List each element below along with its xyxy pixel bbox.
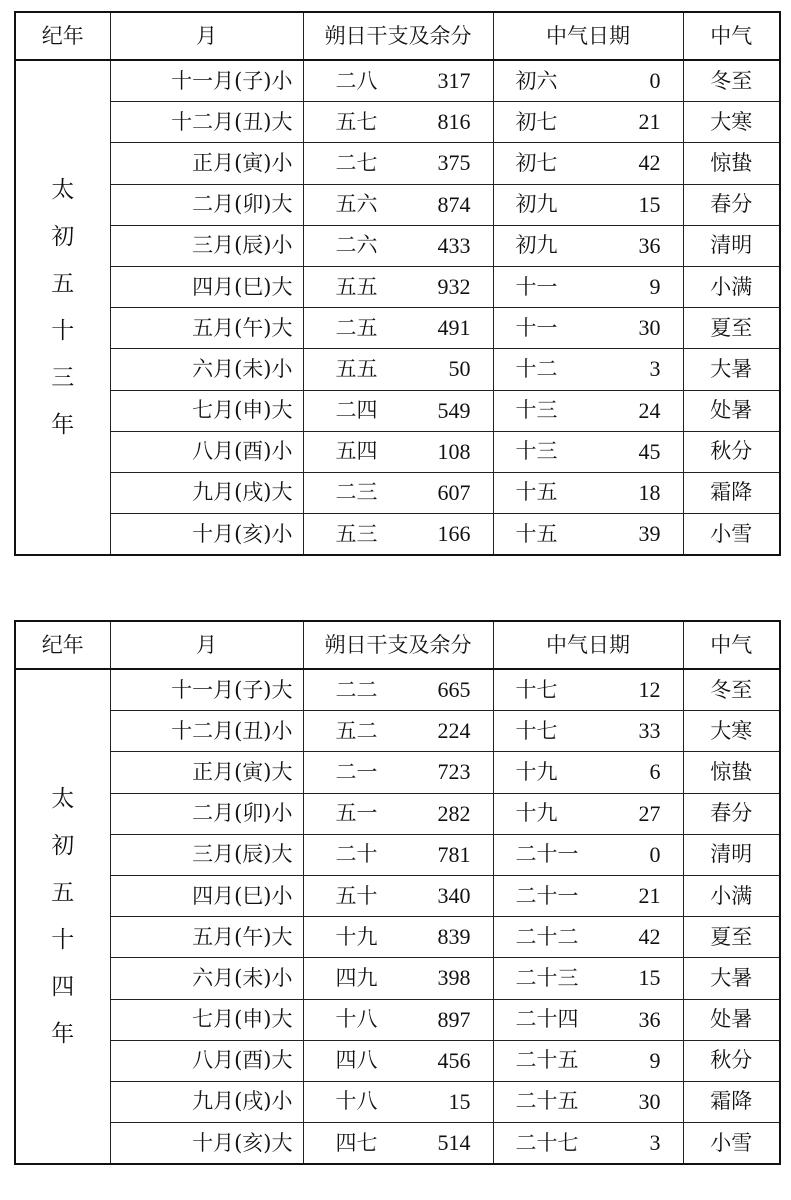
zhongqi-remainder: 15 [638,191,661,217]
zhongqi-cell: 秋分 [683,431,780,472]
table-row [15,349,780,390]
new-moon-ganzhi: 二二 [335,677,378,702]
zhongqi-cell: 惊蛰 [683,752,780,793]
new-moon-cell [303,669,493,711]
new-moon-cell [303,1081,493,1122]
table-row [15,999,780,1040]
remainder-fraction: 224 [437,718,471,744]
zhongqi-date-cell [493,1081,683,1122]
remainder-fraction: 50 [448,356,471,382]
zhongqi-remainder: 0 [649,841,661,867]
new-moon-cell [303,752,493,793]
zhongqi-day: 十三 [515,439,558,464]
zhongqi-day: 初九 [515,233,558,258]
zhongqi-day: 二十二 [515,924,579,949]
header-zhongqi: 中气 [683,12,780,60]
remainder-fraction: 665 [437,677,471,703]
era-year-char: 十 [51,317,75,344]
table-row [15,266,780,307]
era-year-cell [15,669,110,1164]
zhongqi-cell: 春分 [683,793,780,834]
zhongqi-cell: 夏至 [683,308,780,349]
zhongqi-remainder: 42 [638,150,661,176]
new-moon-ganzhi: 二四 [335,398,378,423]
remainder-fraction: 874 [437,191,471,217]
calendar-table-year-53 [14,11,781,556]
new-moon-ganzhi: 二一 [335,759,378,784]
new-moon-cell [303,431,493,472]
zhongqi-cell: 夏至 [683,917,780,958]
new-moon-ganzhi: 二五 [335,315,378,340]
zhongqi-cell: 小雪 [683,514,780,556]
table-row [15,875,780,916]
table-row [15,752,780,793]
remainder-fraction: 839 [437,924,471,950]
table-row [15,225,780,266]
zhongqi-cell: 冬至 [683,669,780,711]
remainder-fraction: 340 [437,883,471,909]
header-month: 月 [110,621,303,669]
zhongqi-remainder: 33 [638,718,661,744]
table-header-row [15,12,780,60]
zhongqi-remainder: 15 [638,965,661,991]
new-moon-ganzhi: 五十 [335,883,378,908]
zhongqi-day: 二十五 [515,1048,579,1073]
table-row [15,102,780,143]
zhongqi-cell: 小雪 [683,1123,780,1165]
zhongqi-day: 二十七 [515,1130,579,1155]
calendar-table-year-54 [14,620,781,1165]
zhongqi-date-cell [493,349,683,390]
zhongqi-day: 十二 [515,356,558,381]
new-moon-cell [303,308,493,349]
remainder-fraction: 317 [437,68,471,94]
month-cell: 十二月(丑)小 [110,711,303,752]
zhongqi-day: 二十五 [515,1089,579,1114]
table-body [15,60,780,555]
zhongqi-remainder: 9 [649,1047,661,1073]
month-cell: 六月(未)小 [110,349,303,390]
zhongqi-cell: 处暑 [683,390,780,431]
new-moon-cell [303,102,493,143]
remainder-fraction: 282 [437,800,471,826]
era-year-char: 五 [51,879,75,906]
remainder-fraction: 433 [437,232,471,258]
month-cell: 十二月(丑)大 [110,102,303,143]
zhongqi-date-cell [493,143,683,184]
table-row [15,1081,780,1122]
zhongqi-remainder: 21 [638,883,661,909]
remainder-fraction: 816 [437,109,471,135]
zhongqi-remainder: 3 [649,356,661,382]
zhongqi-cell: 大寒 [683,711,780,752]
zhongqi-remainder: 18 [638,479,661,505]
header-zhongqi-date: 中气日期 [493,12,683,60]
remainder-fraction: 897 [437,1006,471,1032]
new-moon-ganzhi: 五二 [335,718,378,743]
new-moon-cell [303,1040,493,1081]
month-cell: 六月(未)小 [110,958,303,999]
new-moon-cell [303,1123,493,1165]
table-row [15,390,780,431]
month-cell: 二月(卯)大 [110,184,303,225]
era-year-char: 太 [51,176,75,203]
zhongqi-cell: 清明 [683,225,780,266]
era-year-char: 十 [51,926,75,953]
zhongqi-date-cell [493,1123,683,1165]
new-moon-ganzhi: 二三 [335,480,378,505]
zhongqi-date-cell [493,266,683,307]
new-moon-cell [303,349,493,390]
new-moon-ganzhi: 十八 [335,1089,378,1114]
new-moon-cell [303,266,493,307]
zhongqi-cell: 小满 [683,266,780,307]
new-moon-ganzhi: 十八 [335,1007,378,1032]
new-moon-cell [303,999,493,1040]
zhongqi-day: 十一 [515,315,558,340]
new-moon-cell [303,793,493,834]
zhongqi-remainder: 0 [649,68,661,94]
zhongqi-date-cell [493,917,683,958]
table-row [15,958,780,999]
zhongqi-remainder: 9 [649,274,661,300]
remainder-fraction: 549 [437,397,471,423]
zhongqi-date-cell [493,711,683,752]
month-cell: 八月(酉)大 [110,1040,303,1081]
table-row [15,711,780,752]
new-moon-ganzhi: 五五 [335,356,378,381]
new-moon-cell [303,917,493,958]
month-cell: 五月(午)大 [110,308,303,349]
new-moon-ganzhi: 二七 [335,150,378,175]
new-moon-cell [303,60,493,102]
month-cell: 十一月(子)小 [110,60,303,102]
zhongqi-remainder: 45 [638,438,661,464]
new-moon-ganzhi: 二十 [335,842,378,867]
month-cell: 九月(戌)大 [110,472,303,513]
zhongqi-cell: 清明 [683,834,780,875]
zhongqi-day: 十五 [515,521,558,546]
new-moon-cell [303,958,493,999]
table-row [15,60,780,102]
era-year-char: 初 [51,223,75,250]
zhongqi-remainder: 39 [638,521,661,547]
zhongqi-day: 十七 [515,677,558,702]
zhongqi-cell: 大暑 [683,958,780,999]
zhongqi-remainder: 21 [638,109,661,135]
remainder-fraction: 932 [437,274,471,300]
zhongqi-day: 二十三 [515,965,579,990]
zhongqi-date-cell [493,390,683,431]
zhongqi-date-cell [493,834,683,875]
month-cell: 十月(亥)大 [110,1123,303,1165]
remainder-fraction: 723 [437,759,471,785]
zhongqi-day: 二十一 [515,883,579,908]
zhongqi-day: 十三 [515,398,558,423]
new-moon-cell [303,711,493,752]
header-era-year: 纪年 [15,621,110,669]
era-year-char: 年 [51,1020,75,1047]
month-cell: 九月(戌)小 [110,1081,303,1122]
era-year-char: 年 [51,411,75,438]
new-moon-cell [303,875,493,916]
new-moon-cell [303,143,493,184]
new-moon-cell [303,390,493,431]
new-moon-ganzhi: 二六 [335,233,378,258]
new-moon-ganzhi: 五六 [335,192,378,217]
new-moon-ganzhi: 五五 [335,274,378,299]
month-cell: 四月(巳)大 [110,266,303,307]
table-row [15,1040,780,1081]
header-era-year: 纪年 [15,12,110,60]
table-row [15,793,780,834]
table-body [15,669,780,1164]
zhongqi-cell: 惊蛰 [683,143,780,184]
era-year-char: 五 [51,270,75,297]
zhongqi-date-cell [493,225,683,266]
zhongqi-cell: 大寒 [683,102,780,143]
table-row [15,834,780,875]
new-moon-cell [303,834,493,875]
zhongqi-remainder: 42 [638,924,661,950]
zhongqi-day: 二十四 [515,1007,579,1032]
table-row [15,1123,780,1165]
table-row [15,472,780,513]
zhongqi-date-cell [493,431,683,472]
zhongqi-cell: 春分 [683,184,780,225]
month-cell: 五月(午)大 [110,917,303,958]
era-year-char: 太 [51,785,75,812]
new-moon-ganzhi: 四七 [335,1130,378,1155]
remainder-fraction: 166 [437,521,471,547]
zhongqi-cell: 处暑 [683,999,780,1040]
zhongqi-day: 十七 [515,718,558,743]
remainder-fraction: 15 [448,1088,471,1114]
zhongqi-date-cell [493,752,683,793]
table-row [15,308,780,349]
zhongqi-day: 初九 [515,192,558,217]
month-cell: 十一月(子)大 [110,669,303,711]
zhongqi-day: 二十一 [515,842,579,867]
zhongqi-day: 十九 [515,759,558,784]
zhongqi-date-cell [493,875,683,916]
new-moon-ganzhi: 四九 [335,965,378,990]
zhongqi-date-cell [493,999,683,1040]
era-year-char: 四 [51,973,75,1000]
header-new-moon-ganzhi: 朔日干支及余分 [303,12,493,60]
month-cell: 八月(酉)小 [110,431,303,472]
table-row [15,431,780,472]
new-moon-cell [303,225,493,266]
new-moon-ganzhi: 二八 [335,68,378,93]
month-cell: 三月(辰)大 [110,834,303,875]
zhongqi-cell: 小满 [683,875,780,916]
month-cell: 七月(申)大 [110,999,303,1040]
zhongqi-date-cell [493,472,683,513]
zhongqi-remainder: 24 [638,397,661,423]
new-moon-cell [303,514,493,556]
zhongqi-date-cell [493,308,683,349]
era-year-cell [15,60,110,555]
month-cell: 三月(辰)小 [110,225,303,266]
new-moon-ganzhi: 四八 [335,1048,378,1073]
new-moon-ganzhi: 十九 [335,924,378,949]
table-header-row [15,621,780,669]
zhongqi-cell: 秋分 [683,1040,780,1081]
header-new-moon-ganzhi: 朔日干支及余分 [303,621,493,669]
remainder-fraction: 491 [437,315,471,341]
remainder-fraction: 108 [437,438,471,464]
zhongqi-day: 十九 [515,801,558,826]
remainder-fraction: 375 [437,150,471,176]
zhongqi-date-cell [493,514,683,556]
zhongqi-day: 初六 [515,68,558,93]
zhongqi-day: 初七 [515,109,558,134]
table-row [15,669,780,711]
new-moon-ganzhi: 五一 [335,801,378,826]
zhongqi-remainder: 3 [649,1130,661,1156]
zhongqi-date-cell [493,60,683,102]
month-cell: 四月(巳)小 [110,875,303,916]
zhongqi-remainder: 27 [638,800,661,826]
zhongqi-cell: 冬至 [683,60,780,102]
zhongqi-remainder: 6 [649,759,661,785]
month-cell: 二月(卯)小 [110,793,303,834]
zhongqi-cell: 霜降 [683,1081,780,1122]
zhongqi-date-cell [493,793,683,834]
zhongqi-date-cell [493,958,683,999]
zhongqi-day: 十一 [515,274,558,299]
new-moon-ganzhi: 五三 [335,521,378,546]
month-cell: 七月(申)大 [110,390,303,431]
remainder-fraction: 398 [437,965,471,991]
table-row [15,514,780,556]
remainder-fraction: 607 [437,479,471,505]
zhongqi-date-cell [493,669,683,711]
new-moon-cell [303,184,493,225]
zhongqi-date-cell [493,102,683,143]
zhongqi-remainder: 36 [638,1006,661,1032]
zhongqi-remainder: 36 [638,232,661,258]
table-row [15,143,780,184]
zhongqi-date-cell [493,1040,683,1081]
zhongqi-day: 十五 [515,480,558,505]
remainder-fraction: 514 [437,1130,471,1156]
remainder-fraction: 456 [437,1047,471,1073]
zhongqi-remainder: 30 [638,315,661,341]
zhongqi-remainder: 12 [638,677,661,703]
table-row [15,184,780,225]
era-year-char: 三 [51,364,75,391]
month-cell: 十月(亥)小 [110,514,303,556]
new-moon-cell [303,472,493,513]
header-month: 月 [110,12,303,60]
new-moon-ganzhi: 五四 [335,439,378,464]
zhongqi-date-cell [493,184,683,225]
month-cell: 正月(寅)小 [110,143,303,184]
new-moon-ganzhi: 五七 [335,109,378,134]
month-cell: 正月(寅)大 [110,752,303,793]
zhongqi-cell: 大暑 [683,349,780,390]
zhongqi-cell: 霜降 [683,472,780,513]
remainder-fraction: 781 [437,841,471,867]
era-year-char: 初 [51,832,75,859]
zhongqi-day: 初七 [515,150,558,175]
table-row [15,917,780,958]
header-zhongqi-date: 中气日期 [493,621,683,669]
zhongqi-remainder: 30 [638,1088,661,1114]
header-zhongqi: 中气 [683,621,780,669]
